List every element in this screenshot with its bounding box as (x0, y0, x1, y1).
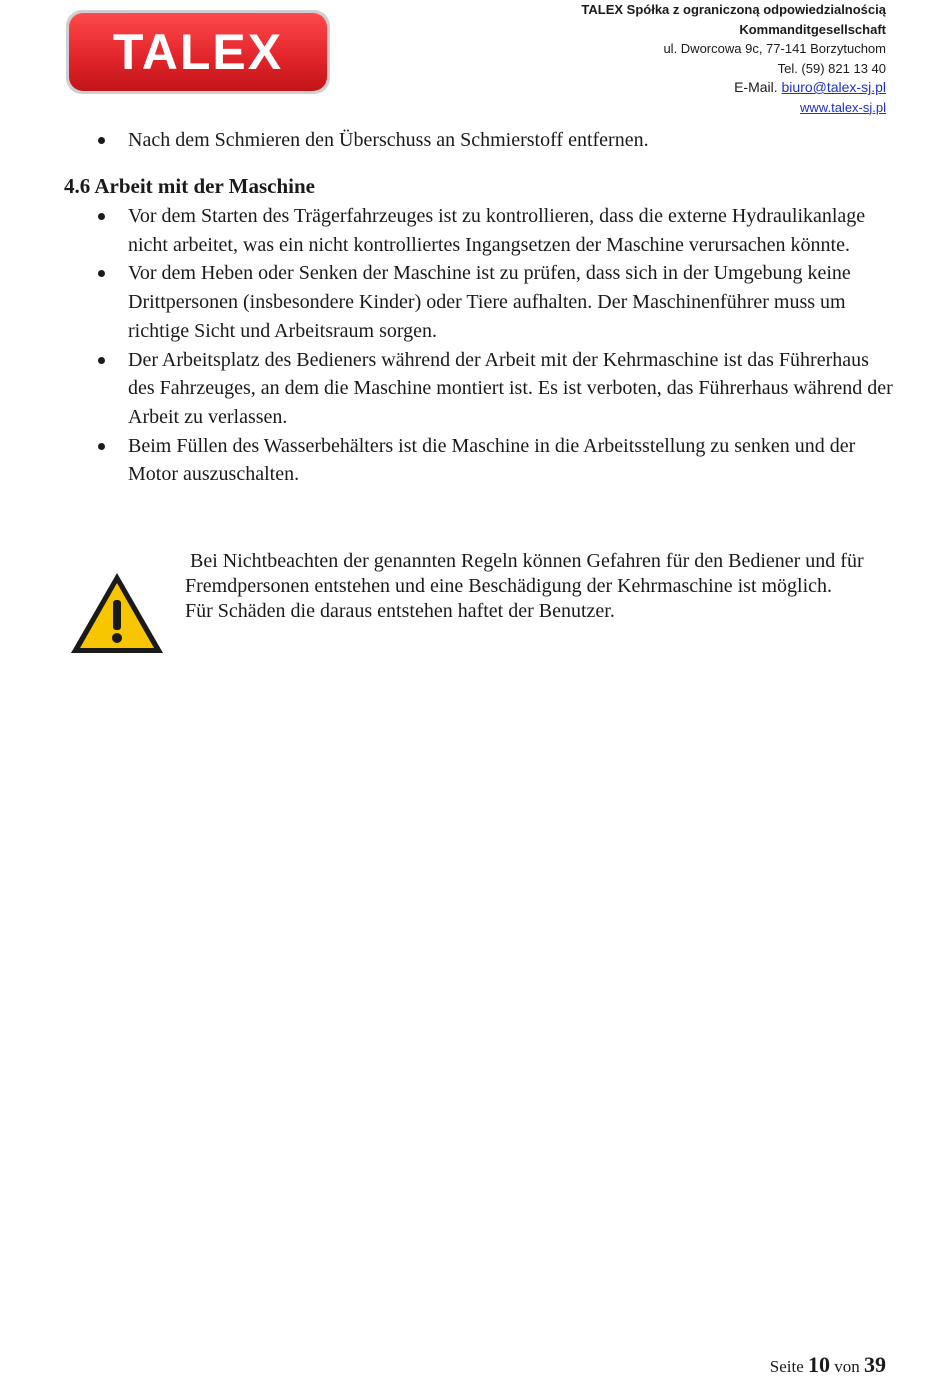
website-link[interactable]: www.talex-sj.pl (800, 99, 886, 115)
company-info (466, 0, 886, 117)
warning-text (185, 549, 895, 624)
bullet-text: Nach dem Schmieren den Überschuss an Schmierstoff entfernen. (128, 129, 649, 151)
list-item (64, 259, 894, 345)
list-item (64, 346, 894, 432)
total-pages: 39 (864, 1352, 886, 1377)
company-phone: Tel. (59) 821 13 40 (777, 60, 886, 76)
list-item (64, 126, 894, 155)
warning-triangle-icon (68, 570, 166, 656)
section-heading: 4.6 Arbeit mit der Maschine (64, 174, 315, 198)
bullet-dot (98, 443, 105, 450)
section-bullet-list (64, 202, 894, 489)
bullet-text: Der Arbeitsplatz des Bedieners während der Arbeit mit der Kehrmaschine ist das Führerhaus des Fahrzeuges, an dem die Maschine montiert ist. Es ist verboten, das Führerhaus während der Arbeit zu verlassen. (128, 348, 893, 428)
company-form: Kommanditgesellschaft (739, 21, 886, 37)
bullet-dot (98, 357, 105, 364)
warning-line-1: Bei Nichtbeachten der genannten Regeln können Gefahren für den Bediener und für Fremdpersonen entstehen und eine Beschädigung der Kehrmaschine ist möglich. (185, 550, 869, 597)
talex-logo (64, 8, 332, 96)
warning-line-2: Für Schäden die daraus entstehen haftet der Benutzer. (185, 600, 615, 622)
bullet-text: Beim Füllen des Wasserbehälters ist die Maschine in die Arbeitsstellung zu senken und der Motor auszuschalten. (128, 434, 856, 486)
logo-text: TALEX (112, 24, 284, 80)
bullet-text: Vor dem Heben oder Senken der Maschine ist zu prüfen, dass sich in der Umgebung keine Drittpersonen (insbesondere Kinder) oder Tiere aufhalten. Der Maschinenführer muss um richtige Sicht und Arbeitsraum sorgen. (128, 262, 851, 342)
email-label: E-Mail. (734, 79, 778, 95)
list-item (64, 202, 894, 259)
of-label: von (834, 1357, 860, 1376)
company-name: TALEX Spółka z ograniczoną odpowiedzialnością (581, 2, 886, 17)
page-number: 10 (808, 1352, 830, 1377)
bullet-text: Vor dem Starten des Trägerfahrzeuges ist zu kontrollieren, dass die externe Hydraulikanlage nicht arbeitet, was ein nicht kontrolliertes Ingangsetzen der Maschine verursachen könnte. (128, 205, 866, 256)
page-number-footer (770, 1352, 886, 1378)
page-label: Seite (769, 1357, 804, 1376)
company-address: ul. Dworcowa 9c, 77-141 Borzytuchom (663, 41, 886, 56)
email-link[interactable]: biuro@talex-sj.pl (781, 79, 886, 95)
bullet-dot (98, 270, 105, 277)
company-email-line (466, 78, 886, 98)
bullet-dot (98, 137, 105, 144)
list-item (64, 432, 894, 489)
intro-bullet-list (64, 126, 894, 155)
bullet-dot (98, 213, 105, 220)
